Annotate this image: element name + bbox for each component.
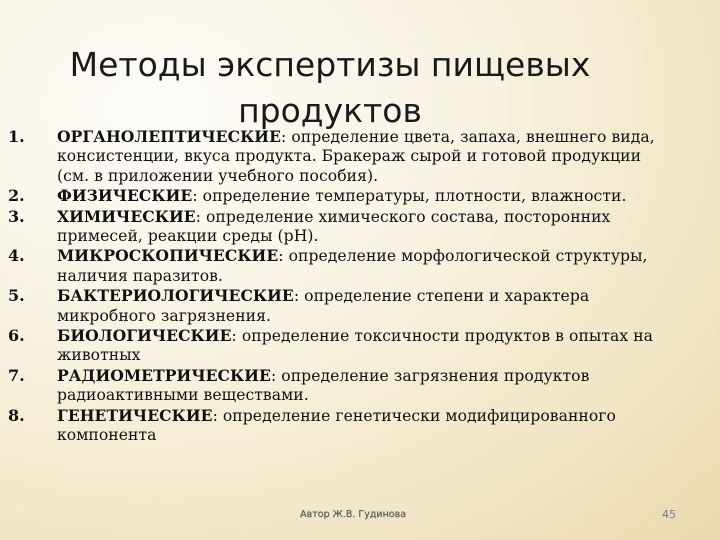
item-term: МИКРОСКОПИЧЕСКИЕ — [57, 246, 279, 266]
item-text — [57, 286, 658, 326]
item-description: : определение морфологической структуры, наличия паразитов. — [57, 247, 648, 285]
item-number: 8. — [8, 405, 25, 425]
item-number: 7. — [8, 365, 25, 385]
list-item — [8, 366, 658, 406]
item-text — [57, 186, 658, 206]
item-term: ОРГАНОЛЕПТИЧЕСКИЕ — [57, 127, 282, 146]
item-description: : определение генетически модифицированного компонента — [57, 406, 616, 445]
page-number: 45 — [662, 508, 676, 521]
item-text — [57, 127, 658, 186]
item-term: БАКТЕРИОЛОГИЧЕСКИЕ — [57, 286, 294, 306]
item-term: БИОЛОГИЧЕСКИЕ — [57, 326, 232, 346]
item-text — [57, 406, 658, 446]
item-text — [57, 246, 658, 286]
item-text — [57, 326, 658, 366]
item-number: 4. — [8, 246, 25, 266]
list-item — [8, 406, 658, 446]
list-item — [8, 127, 658, 186]
list-item — [8, 286, 658, 326]
list-item — [8, 326, 658, 366]
item-number: 3. — [8, 206, 25, 226]
footer-author: Автор Ж.В. Гудинова — [300, 509, 406, 520]
methods-list — [8, 127, 658, 446]
item-text — [57, 366, 658, 406]
item-description: : определение химического состава, посторонних примесей, реакции среды (pH). — [57, 207, 611, 246]
list-item — [8, 246, 658, 286]
item-text — [57, 207, 658, 247]
title-line-2: продуктов — [238, 91, 422, 131]
item-description: : определение цвета, запаха, внешнего вида, консистенции, вкуса продукта. Бракераж сырой и готовой продукции (см. в приложении учебного пособия). — [57, 128, 655, 185]
list-item — [8, 186, 658, 206]
item-term: ФИЗИЧЕСКИЕ — [57, 186, 193, 206]
item-description: : определение загрязнения продуктов радиоактивными веществами. — [57, 366, 590, 405]
title-line-1: Методы экспертизы пищевых — [69, 45, 591, 85]
item-number: 5. — [8, 286, 25, 306]
item-description: : определение токсичности продуктов в опытах на животных — [57, 327, 654, 365]
item-number: 1. — [8, 127, 25, 146]
item-number: 2. — [8, 186, 25, 206]
item-description: : определение температуры, плотности, влажности. — [192, 187, 627, 206]
item-term: ГЕНЕТИЧЕСКИЕ — [57, 405, 213, 425]
item-description: : определение степени и характера микробного загрязнения. — [57, 287, 590, 325]
item-term: РАДИОМЕТРИЧЕСКИЕ — [57, 365, 271, 385]
item-number: 6. — [8, 326, 25, 346]
item-term: ХИМИЧЕСКИЕ — [57, 206, 196, 226]
slide-title — [60, 42, 600, 134]
list-item — [8, 207, 658, 247]
